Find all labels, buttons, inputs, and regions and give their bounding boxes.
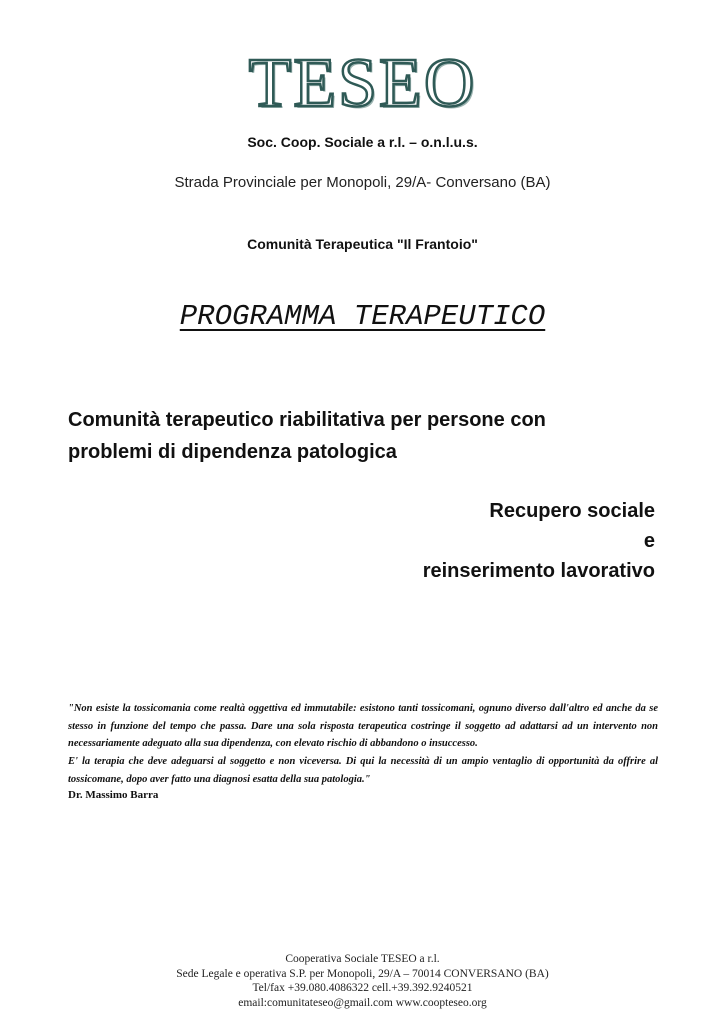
cooperative-type: Soc. Coop. Sociale a r.l. – o.n.l.u.s. <box>247 134 478 150</box>
goals-block <box>423 496 655 586</box>
footer-line: email:comunitateseo@gmail.com www.coopteseo.org <box>238 996 487 1009</box>
subtitle-line: problemi di dipendenza patologica <box>68 441 397 463</box>
goal-line: e <box>643 530 655 552</box>
subtitle-block <box>68 404 668 468</box>
subtitle-line: Comunità terapeutico riabilitativa per persone con <box>68 409 546 431</box>
address-line: Strada Provinciale per Monopoli, 29/A- Conversano (BA) <box>174 174 551 191</box>
quote-paragraph: E' la terapia che deve adeguarsi al soggetto e non viceversa. Di qui la necessità di un ampio ventaglio di opportunità da offrire al tossicomane, dopo aver fatto una diagnosi esatta della sua patologia." <box>68 756 658 785</box>
footer-line: Sede Legale e operativa S.P. per Monopoli, 29/A – 70014 CONVERSANO (BA) <box>176 967 549 980</box>
footer-line: Cooperativa Sociale TESEO a r.l. <box>285 953 440 965</box>
quote-author: Dr. Massimo Barra <box>68 789 159 801</box>
quote-block <box>68 700 658 789</box>
quote-paragraph: "Non esiste la tossicomania come realtà oggettiva ed immutabile: esistono tanti tossicomani, ognuno diverso dall'altro ed anche da se stesso in funzione del tempo che passa. Dare una sola risposta terapeutica costringe il soggetto ad adattarsi ad un intervento non necessariamente adeguato alla sua dipendenza, con elevato rischio di abbandono o insuccesso. <box>68 703 658 750</box>
footer <box>0 952 725 1010</box>
goal-line: Recupero sociale <box>489 500 655 522</box>
teseo-logo: TESEO <box>248 45 477 122</box>
community-name: Comunità Terapeutica "Il Frantoio" <box>247 236 478 252</box>
footer-line: Tel/fax +39.080.4086322 cell.+39.392.9240521 <box>252 982 473 994</box>
goal-line: reinserimento lavorativo <box>422 560 655 582</box>
page-title: PROGRAMMA TERAPEUTICO <box>179 300 546 333</box>
